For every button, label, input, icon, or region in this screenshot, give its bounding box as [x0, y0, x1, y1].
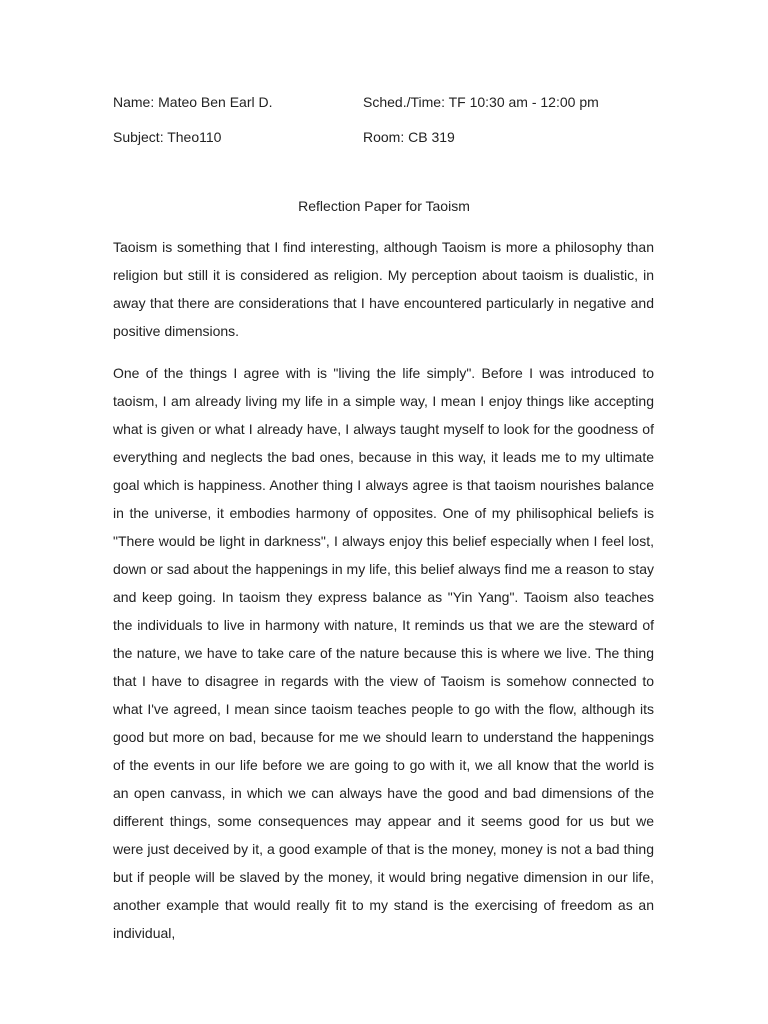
document-title: Reflection Paper for Taoism — [298, 198, 470, 214]
paragraph-1: Taoism is something that I find interesting, although Taoism is more a philosophy than religion but still it is considered as religion. My perception about taoism is dualistic, in away that there are considerations that I have encountered particularly in negative and positive dimensions. — [113, 239, 654, 339]
room: Room: CB 319 — [363, 129, 455, 145]
subject: Subject: Theo110 — [113, 129, 222, 145]
schedule-time: Sched./Time: TF 10:30 am - 12:00 pm — [363, 94, 599, 110]
student-name: Name: Mateo Ben Earl D. — [113, 94, 273, 110]
paragraph-2: One of the things I agree with is "living the life simply". Before I was introduced to taoism, I am already living my life in a simple way, I mean I enjoy things like accepting what is given or what I already have, I always taught myself to look for the goodness of everything and neglects the bad ones, because in this way, it leads me to my ultimate goal which is happiness. Another thing I always agree is that taoism nourishes balance in the universe, it embodies harmony of opposites. One of my philisophical beliefs is "There would be light in darkness", I always enjoy this belief especially when I feel lost, down or sad about the happenings in my life, this belief always find me a reason to stay and keep going. In taoism they express balance as "Yin Yang". Taoism also teaches the individuals to live in harmony with nature, It reminds us that we are the steward of the nature, we have to take care of the nature because this is where we live. The thing that I have to disagree in regards with the view of Taoism is somehow connected to what I've agreed, I mean since taoism teaches people to go with the flow, although its good but more on bad, because for me we should learn to understand the happenings of the events in our life before we are going to go with it, we all know that the world is an open canvass, in which we can always have the good and bad dimensions of the different things, some consequences may appear and it seems good for us but we were just deceived by it, a good example of that is the money, money is not a bad thing but if people will be slaved by the money, it would bring negative dimension in our life, another example that would really fit to my stand is the exercising of freedom as an individual, — [113, 365, 654, 941]
